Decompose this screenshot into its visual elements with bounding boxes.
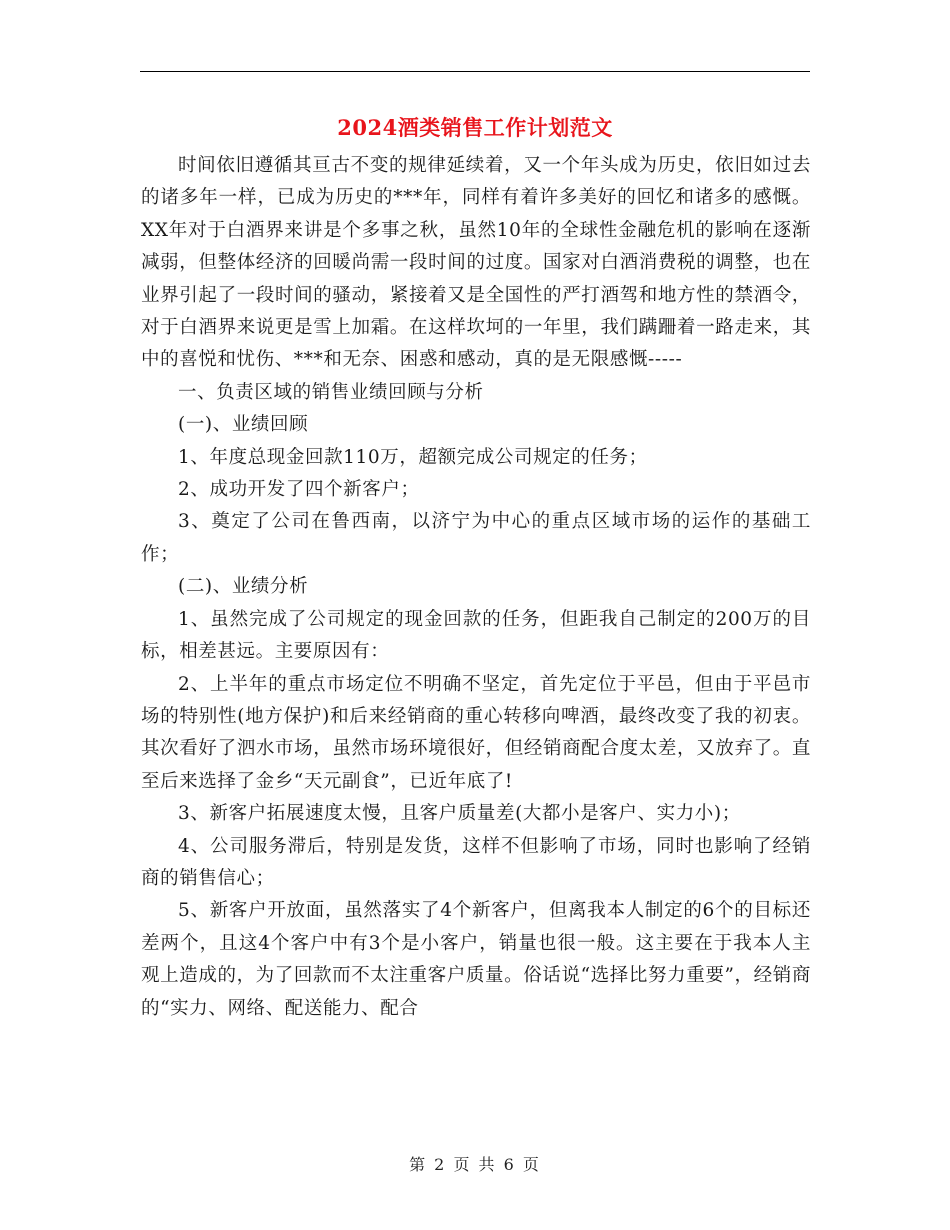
list-item-analysis-4: 4、公司服务滞后，特别是发货，这样不但影响了市场，同时也影响了经销商的销售信心； [141,835,811,889]
list-item-analysis-1: 1、虽然完成了公司规定的现金回款的任务，但距我自己制定的200万的目标，相差甚远。主要原因有： [141,608,811,663]
subsection-heading-review: (一)、业绩回顾 [178,414,309,436]
list-item-analysis-2: 2、上半年的重点市场定位不明确不坚定，首先定位于平邑，但由于平邑市场的特别性(地方保护)和后来经销商的重心转移向啤酒，最终改变了我的初衷。其次看好了泗水市场，虽然市场环境很好，但经销商配合度太差，又放弃了。直至后来选择了金乡“天元副食”，已近年底了! [141,673,811,792]
page-number-footer: 第 2 页 共 6 页 [409,1155,541,1174]
section-heading-1: 一、负责区域的销售业绩回顾与分析 [178,381,484,403]
list-item-review-1: 1、年度总现金回款110万，超额完成公司规定的任务； [178,446,648,468]
list-item-review-2: 2、成功开发了四个新客户； [178,479,420,501]
list-item-analysis-3: 3、新客户拓展速度太慢，且客户质量差(大都小是客户、实力小)； [178,803,741,825]
document-body [141,150,811,1025]
list-item-analysis-5: 5、新客户开放面，虽然落实了4个新客户，但离我本人制定的6个的目标还差两个，且这4个客户中有3个是小客户，销量也很一般。这主要在于我本人主观上造成的，为了回款而不太注重客户质量。俗话说“选择比努力重要”，经销商的“实力、网络、配送能力、配合 [141,900,811,1019]
header-rule [140,71,810,72]
list-item-review-3: 3、奠定了公司在鲁西南，以济宁为中心的重点区域市场的运作的基础工作； [141,511,811,565]
document-title: 2024酒类销售工作计划范文 [337,115,613,140]
paragraph-intro: 时间依旧遵循其亘古不变的规律延续着，又一个年头成为历史，依旧如过去的诸多年一样，已成为历史的***年，同样有着许多美好的回忆和诸多的感慨。XX年对于白酒界来讲是个多事之秋，虽然10年的全球性金融危机的影响在逐渐减弱，但整体经济的回暖尚需一段时间的过度。国家对白酒消费税的调整，也在业界引起了一段时间的骚动，紧接着又是全国性的严打酒驾和地方性的禁酒令，对于白酒界来说更是雪上加霜。在这样坎坷的一年里，我们蹒跚着一路走来，其中的喜悦和忧伤、***和无奈、困惑和感动，真的是无限感慨----- [141,155,811,371]
subsection-heading-analysis: (二)、业绩分析 [178,576,309,598]
